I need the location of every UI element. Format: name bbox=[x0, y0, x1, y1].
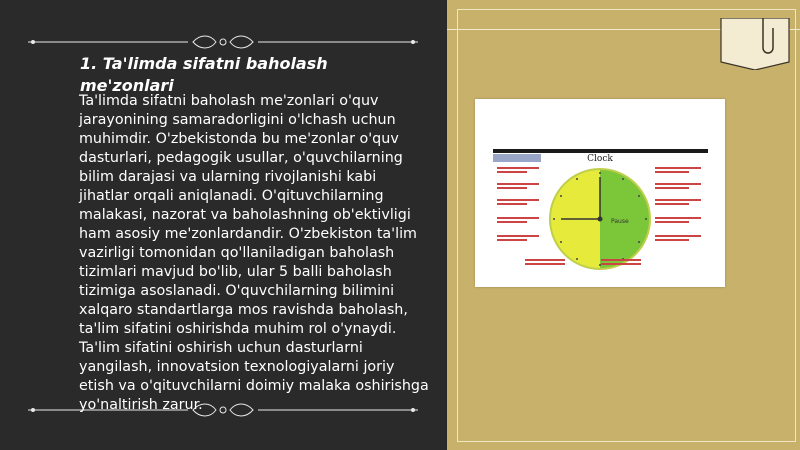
slide-title: 1. Ta'limda sifatni baholash me'zonlari bbox=[80, 54, 328, 95]
picture-header-bar bbox=[493, 154, 541, 162]
bookmark-icon bbox=[719, 18, 791, 70]
picture-top-rule bbox=[493, 149, 708, 153]
picture-heading: Clock bbox=[587, 154, 613, 164]
clock-face-icon bbox=[550, 169, 650, 269]
top-ornament bbox=[28, 32, 418, 52]
slide-body-text: Ta'limda sifatni baholash me'zonlari o'quv jarayonining samaradorligini o'lchash uchun muhimdir. O'zbekistonda bu me'zonlar o'quv dasturlari, pedagogik usullar, o'quvchilarning bilim darajasi va ularning rivojlanishi kabi jihatlar orqali aniqlanadi. O'qituvchilarning malakasi, nazorat va baholashning ob'ektivligi ham asosiy me'zonlardandir. O'zbekiston ta'lim vazirligi tomonidan qo'llaniladigan baholash tizimlari mavjud bo'lib, ular 5 balli baholash tizimiga asoslanadi. O'quvchilarning bilimini xalqaro standartlarga mos ravishda baholash, ta'lim sifatini oshirishda muhim rol o'ynaydi. Ta'lim sifatini oshirish uchun dasturlarni yangilash, innovatsion texnologiyalarni joriy etish va o'qituvchilarni doimiy malaka oshirishga yo'naltirish zarur. bbox=[79, 93, 429, 413]
left-notes-icon bbox=[497, 167, 539, 241]
picture-center-label: Pause bbox=[611, 218, 629, 225]
clock-picture bbox=[475, 99, 725, 287]
right-notes-icon bbox=[655, 167, 701, 241]
